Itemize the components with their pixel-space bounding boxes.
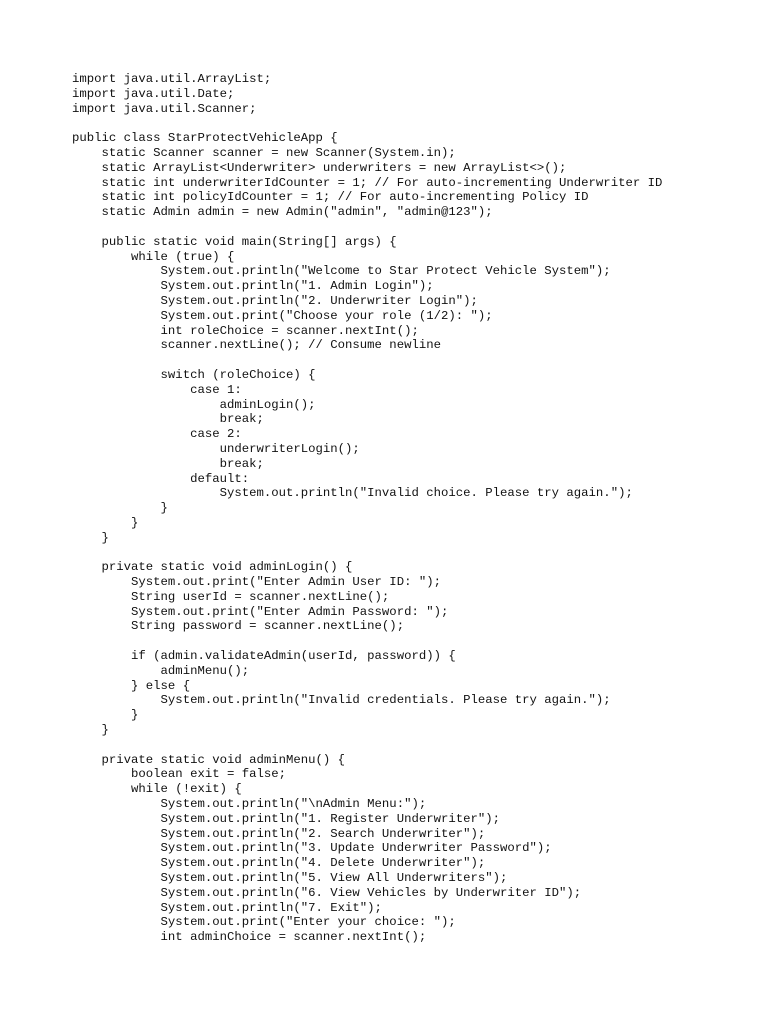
code-line: public static void main(String[] args) {	[72, 234, 397, 249]
code-line: static Scanner scanner = new Scanner(System.in);	[72, 145, 456, 160]
code-line: System.out.println("7. Exit");	[72, 900, 382, 915]
code-line: } else {	[72, 678, 191, 693]
code-line: break;	[72, 412, 264, 427]
code-line: int roleChoice = scanner.nextInt();	[72, 323, 419, 338]
code-line: underwriterLogin();	[72, 441, 360, 456]
code-line: System.out.println("6. View Vehicles by Underwriter ID");	[72, 885, 582, 900]
code-line: System.out.println("\nAdmin Menu:");	[72, 797, 427, 812]
code-line	[72, 546, 662, 561]
code-line: import java.util.Date;	[72, 86, 235, 101]
code-line: }	[72, 723, 109, 738]
code-line: }	[72, 515, 139, 530]
code-line: import java.util.Scanner;	[72, 101, 257, 116]
code-line: static Admin admin = new Admin("admin", "admin@123");	[72, 205, 493, 220]
code-line: }	[72, 530, 109, 545]
code-block	[72, 72, 662, 945]
code-line: System.out.println("1. Admin Login");	[72, 279, 434, 294]
code-line: System.out.println("Invalid credentials. Please try again.");	[72, 693, 611, 708]
code-line: System.out.print("Choose your role (1/2): ");	[72, 308, 493, 323]
code-line	[72, 220, 662, 235]
code-line: }	[72, 501, 168, 516]
code-line: static int policyIdCounter = 1; // For auto-incrementing Policy ID	[72, 190, 589, 205]
code-line: while (true) {	[72, 249, 235, 264]
code-line: System.out.println("2. Underwriter Login");	[72, 293, 478, 308]
code-line: while (!exit) {	[72, 782, 242, 797]
code-line: import java.util.ArrayList;	[72, 72, 272, 86]
code-line: case 2:	[72, 427, 242, 442]
code-line	[72, 738, 662, 753]
code-line: System.out.println("1. Register Underwriter");	[72, 811, 501, 826]
code-line: System.out.println("5. View All Underwriters");	[72, 871, 508, 886]
code-line: System.out.print("Enter Admin User ID: ");	[72, 575, 441, 590]
code-line: }	[72, 708, 139, 723]
code-line: public class StarProtectVehicleApp {	[72, 131, 338, 146]
code-line: int adminChoice = scanner.nextInt();	[72, 930, 427, 945]
code-line: private static void adminMenu() {	[72, 752, 346, 767]
code-line: static int underwriterIdCounter = 1; // For auto-incrementing Underwriter ID	[72, 175, 663, 190]
code-line: private static void adminLogin() {	[72, 560, 353, 575]
code-line: System.out.println("2. Search Underwriter");	[72, 826, 486, 841]
code-line: scanner.nextLine(); // Consume newline	[72, 338, 441, 353]
code-line: break;	[72, 456, 264, 471]
code-line	[72, 353, 662, 368]
code-line: String password = scanner.nextLine();	[72, 619, 405, 634]
code-line: adminMenu();	[72, 663, 250, 678]
code-line: System.out.print("Enter your choice: ");	[72, 915, 456, 930]
code-line: switch (roleChoice) {	[72, 367, 316, 382]
code-line: if (admin.validateAdmin(userId, password)) {	[72, 649, 456, 664]
code-line: System.out.println("3. Update Underwriter Password");	[72, 841, 552, 856]
code-line: default:	[72, 471, 250, 486]
code-line: System.out.println("4. Delete Underwriter");	[72, 856, 486, 871]
code-line: String userId = scanner.nextLine();	[72, 589, 390, 604]
code-line: boolean exit = false;	[72, 767, 287, 782]
code-line: case 1:	[72, 382, 242, 397]
code-line: System.out.print("Enter Admin Password: ");	[72, 604, 449, 619]
code-line: adminLogin();	[72, 397, 316, 412]
code-line	[72, 116, 662, 131]
code-line: System.out.println("Invalid choice. Please try again.");	[72, 486, 633, 501]
code-line	[72, 634, 662, 649]
code-line: static ArrayList<Underwriter> underwriters = new ArrayList<>();	[72, 160, 567, 175]
code-line: System.out.println("Welcome to Star Protect Vehicle System");	[72, 264, 611, 279]
